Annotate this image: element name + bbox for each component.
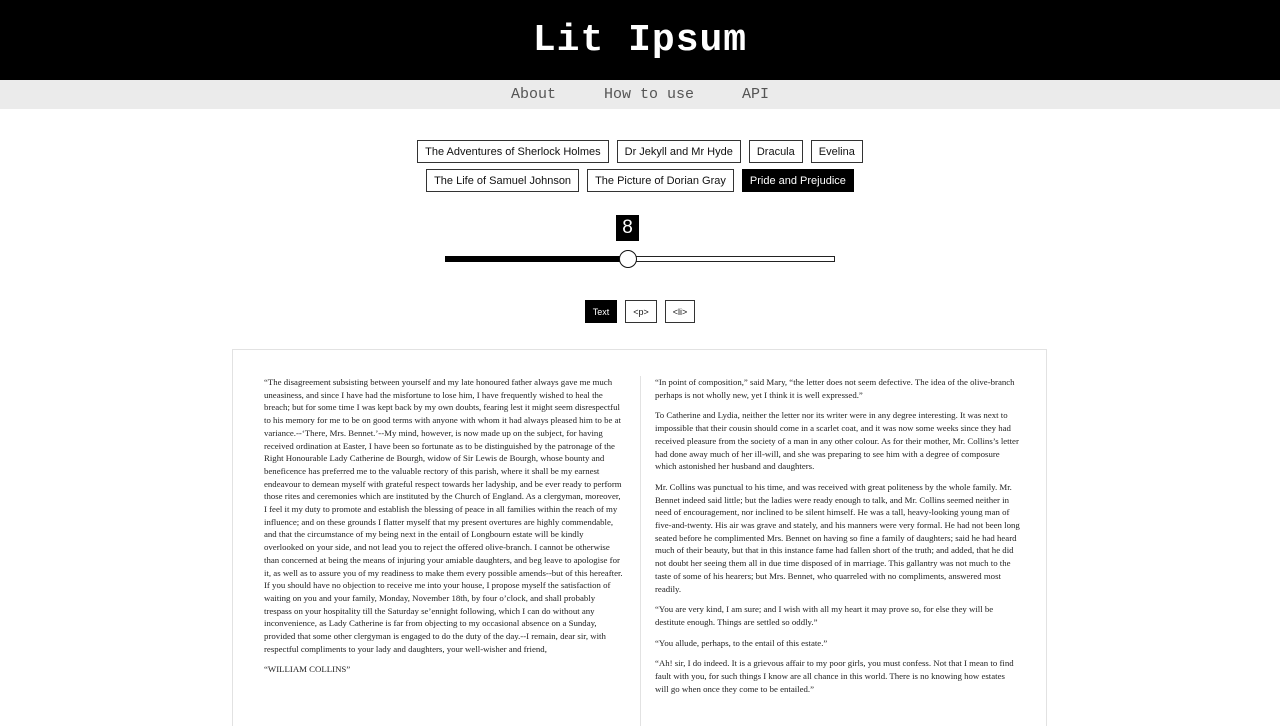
nav-how-to-use[interactable]: How to use [603, 86, 694, 103]
book-dracula-button[interactable]: Dracula [749, 140, 803, 163]
book-selector-row-1 [0, 140, 1280, 163]
book-sherlock-holmes-button[interactable]: The Adventures of Sherlock Holmes [417, 140, 608, 163]
nav-about[interactable]: About [510, 86, 556, 103]
slider-thumb[interactable] [619, 250, 637, 268]
slider-fill [445, 256, 628, 262]
top-nav [0, 80, 1280, 109]
output-paragraph: To Catherine and Lydia, neither the letter nor its writer were in any degree interesting. It was next to impossible that their cousin should come in a scarlet coat, and it was now some weeks since they had received pleasure from the society of a man in any other colour. As for their mother, Mr. Collins’s letter had done away much of her ill-will, and she was preparing to see him with a degree of composure which astonished her husband and daughters. [655, 410, 1019, 472]
output-paragraph: “The disagreement subsisting between yourself and my late honoured father always gave me much uneasiness, and since I have had the misfortune to lose him, I have frequently wished to heal the breach; but for some time I was kept back by my own doubts, fearing lest it might seem disrespectful to his memory for me to be on good terms with anyone with whom it had always pleased him to be at variance.--‘There, Mrs. Bennet.’--My mind, however, is now made up on the subject, for having received ordination at Easter, I have been so fortunate as to be distinguished by the patronage of the Right Honourable Lady Catherine de Bourgh, widow of Sir Lewis de Bourgh, whose bounty and beneficence has preferred me to the valuable rectory of this parish, where it shall be my earnest endeavour to demean myself with grateful respect towards her ladyship, and be ever ready to perform those rites and ceremonies which are instituted by the Church of England. As a clergyman, moreover, I feel it my duty to promote and establish the blessing of peace in all families within the reach of my influence; and on these grounds I flatter myself that my present overtures are highly commendable, and that the circumstance of my being next in the entail of Longbourn estate will be kindly overlooked on your side, and not lead you to reject the offered olive-branch. I cannot be otherwise than concerned at being the means of injuring your amiable daughters, and beg leave to apologise for it, as well as to assure you of my readiness to make them every possible amends--but of this hereafter. If you should have no objection to receive me into your house, I propose myself the satisfaction of waiting on you and your family, Monday, November 18th, by four o’clock, and shall probably trespass on your hospitality till the Saturday se’ennight following, which I can do without any inconvenience, as Lady Catherine is far from objecting to my occasional absence on a Sunday, provided that some other clergyman is engaged to do the duty of the day.--I remain, dear sir, with respectful compliments to your lady and daughters, your well-wisher and friend, [264, 377, 623, 654]
site-logo[interactable]: Lit Ipsum [532, 18, 748, 62]
book-selector-row-2 [0, 169, 1280, 192]
book-jekyll-hyde-button[interactable]: Dr Jekyll and Mr Hyde [617, 140, 741, 163]
output-column-right [655, 376, 1020, 703]
paragraph-count-badge: 8 [616, 215, 639, 241]
book-dorian-gray-button[interactable]: The Picture of Dorian Gray [587, 169, 734, 192]
generated-text-output[interactable] [232, 349, 1047, 726]
column-divider [640, 376, 641, 726]
format-text-button[interactable]: Text [585, 300, 618, 323]
format-p-button[interactable]: <p> [625, 300, 657, 323]
output-paragraph: “You allude, perhaps, to the entail of this estate.” [655, 637, 828, 648]
output-column-left [264, 376, 624, 684]
output-paragraph: “You are very kind, I am sure; and I wish with all my heart it may prove so, for else they will be destitute enough. Things are settled so oddly.” [655, 604, 994, 627]
book-evelina-button[interactable]: Evelina [811, 140, 863, 163]
book-pride-prejudice-button[interactable]: Pride and Prejudice [742, 169, 854, 192]
output-paragraph: Mr. Collins was punctual to his time, and was received with great politeness by the whole family. Mr. Bennet indeed said little; but the ladies were ready enough to talk, and Mr. Collins seemed neither in need of encouragement, nor inclined to be silent himself. He was a tall, heavy-looking young man of five-and-twenty. His air was grave and stately, and his manners were very formal. He had not been long seated before he complimented Mrs. Bennet on having so fine a family of daughters; said he had heard much of their beauty, but that in this instance fame had fallen short of the truth; and added, that he did not doubt her seeing them all in due time disposed of in marriage. This gallantry was not much to the taste of some of his hearers; but Mrs. Bennet, who quarreled with no compliments, answered most readily. [655, 481, 1020, 594]
format-li-button[interactable]: <li> [665, 300, 696, 323]
format-selector [0, 300, 1280, 323]
output-paragraph: “In point of composition,” said Mary, “the letter does not seem defective. The idea of the olive-branch perhaps is not wholly new, yet I think it is well expressed.” [655, 377, 1015, 400]
output-paragraph: “WILLIAM COLLINS” [264, 664, 351, 675]
book-samuel-johnson-button[interactable]: The Life of Samuel Johnson [426, 169, 579, 192]
output-paragraph: “Ah! sir, I do indeed. It is a grievous affair to my poor girls, you must confess. Not that I mean to find fault with you, for such things I know are all chance in this world. There is no knowing how estates will go when once they come to be entailed.” [655, 658, 1014, 694]
paragraph-count-slider[interactable] [445, 250, 835, 268]
nav-api[interactable]: API [742, 86, 770, 103]
site-header [0, 0, 1280, 80]
